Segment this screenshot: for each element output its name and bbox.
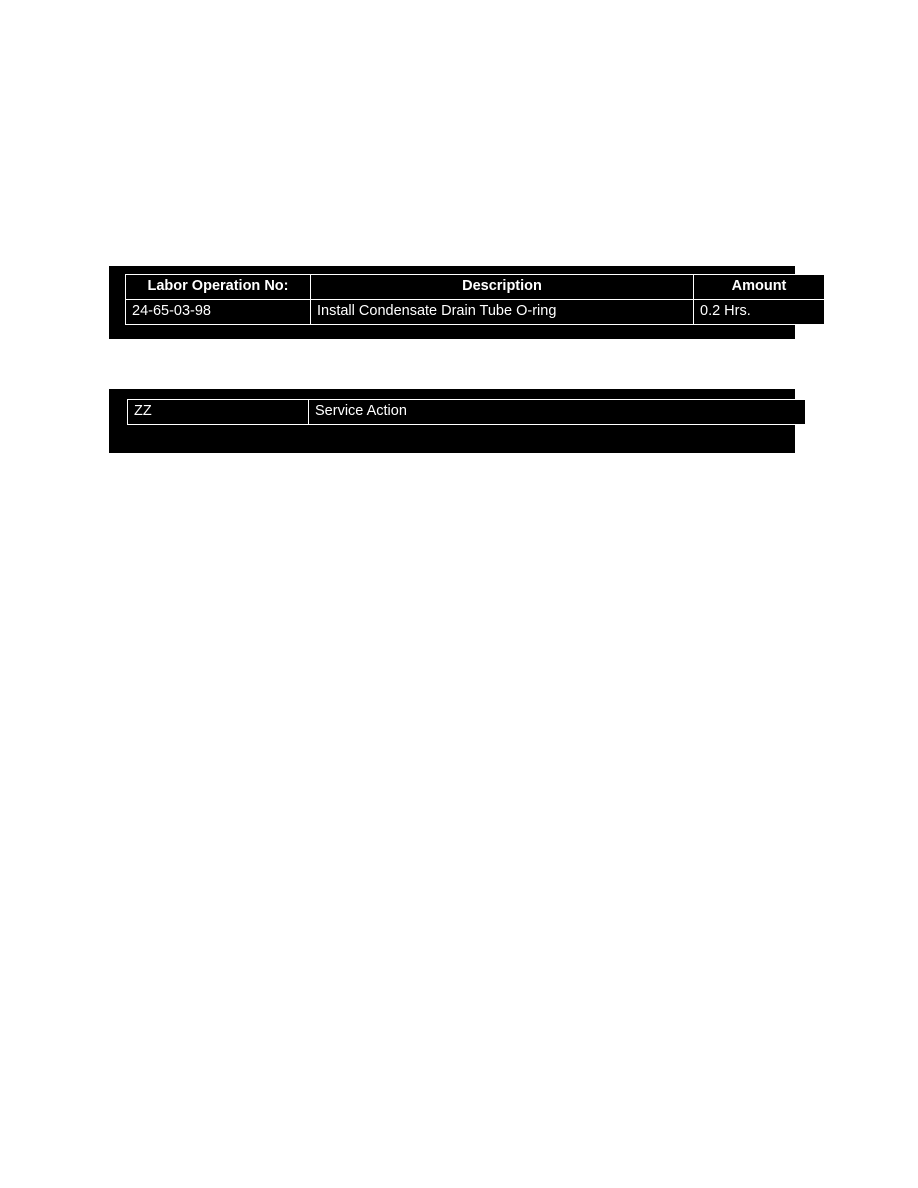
cell-action-code: ZZ	[128, 400, 309, 425]
labor-table-body	[126, 299, 825, 324]
table-row	[126, 299, 825, 324]
action-table-body	[128, 400, 806, 425]
header-labor-operation-no: Labor Operation No:	[126, 275, 311, 300]
cell-action-label: Service Action	[309, 400, 806, 425]
labor-operation-table-block	[109, 266, 795, 339]
labor-operation-table	[125, 274, 825, 325]
cell-description: Install Condensate Drain Tube O-ring	[311, 299, 694, 324]
table-row	[128, 400, 806, 425]
cell-labor-operation-no: 24-65-03-98	[126, 299, 311, 324]
header-description: Description	[311, 275, 694, 300]
header-amount: Amount	[694, 275, 825, 300]
labor-table-head	[126, 275, 825, 300]
table-header-row	[126, 275, 825, 300]
service-action-table	[127, 399, 806, 425]
cell-amount: 0.2 Hrs.	[694, 299, 825, 324]
service-action-table-block	[109, 389, 795, 453]
